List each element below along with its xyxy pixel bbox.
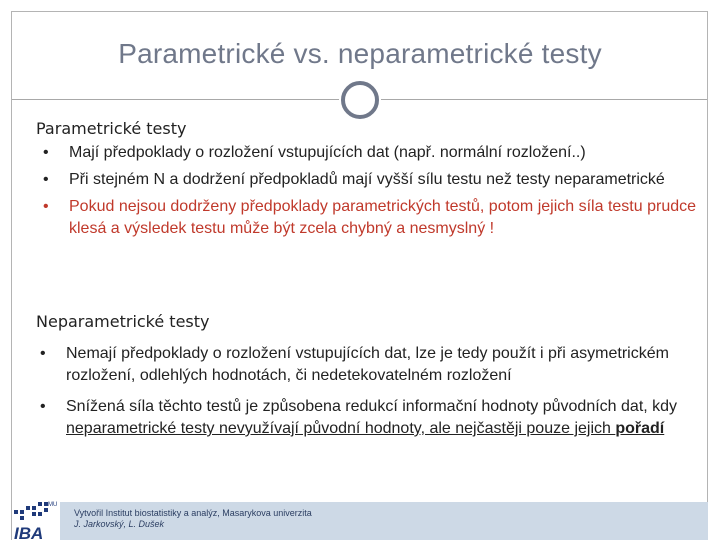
section-heading-parametric: Parametrické testy [36, 119, 187, 138]
logo-text: IBA [14, 524, 44, 540]
ring-ornament-icon [341, 81, 379, 119]
logo-small-text: MU [48, 502, 58, 508]
bullet-icon: • [43, 171, 49, 188]
parametric-bullet-list [36, 142, 696, 245]
bullet-icon: • [43, 198, 49, 215]
title-divider-right [381, 99, 707, 100]
list-item: • Nemají předpoklady o rozložení vstupujících dat, lze je tedy použít i při asymetrickém rozložení, odlehlých hodnotách, či nedetekovatelném rozložení [40, 345, 669, 384]
footer-credits [74, 508, 312, 530]
list-item: • Snížená síla těchto testů je způsobena redukcí informační hodnoty původních dat, kdy neparametrické testy nevyužívají původní hodnoty, ale nejčastěji pouze jejich pořadí [40, 398, 678, 437]
section-heading-nonparametric: Neparametrické testy [36, 312, 210, 331]
footer-institute: Vytvořil Institut biostatistiky a analýz, Masarykova univerzita [74, 508, 312, 518]
slide-title: Parametrické vs. neparametrické testy [118, 38, 602, 69]
list-item: • Mají předpoklady o rozložení vstupujících dat (např. normální rozložení..) [36, 142, 696, 164]
footer-authors: J. Jarkovský, L. Dušek [74, 519, 165, 529]
bold-text: pořadí [615, 420, 665, 437]
bullet-icon: • [40, 398, 46, 415]
bullet-icon: • [43, 144, 49, 161]
title-divider-left [12, 99, 339, 100]
list-item: • Při stejném N a dodržení předpokladů mají vyšší sílu testu než testy neparametrické [36, 169, 696, 191]
footer-bar [60, 502, 708, 540]
underlined-text: neparametrické testy nevyužívají původní hodnoty, ale nejčastěji pouze jejich pořadí [66, 420, 665, 437]
list-item-warning: • Pokud nejsou dodrženy předpoklady parametrických testů, potom jejich síla testu prudce klesá a výsledek testu může být zcela chybný a nesmyslný ! [43, 198, 697, 237]
bullet-icon: • [40, 345, 46, 362]
nonparametric-bullet-list [36, 343, 702, 449]
iba-logo-icon [12, 497, 56, 540]
